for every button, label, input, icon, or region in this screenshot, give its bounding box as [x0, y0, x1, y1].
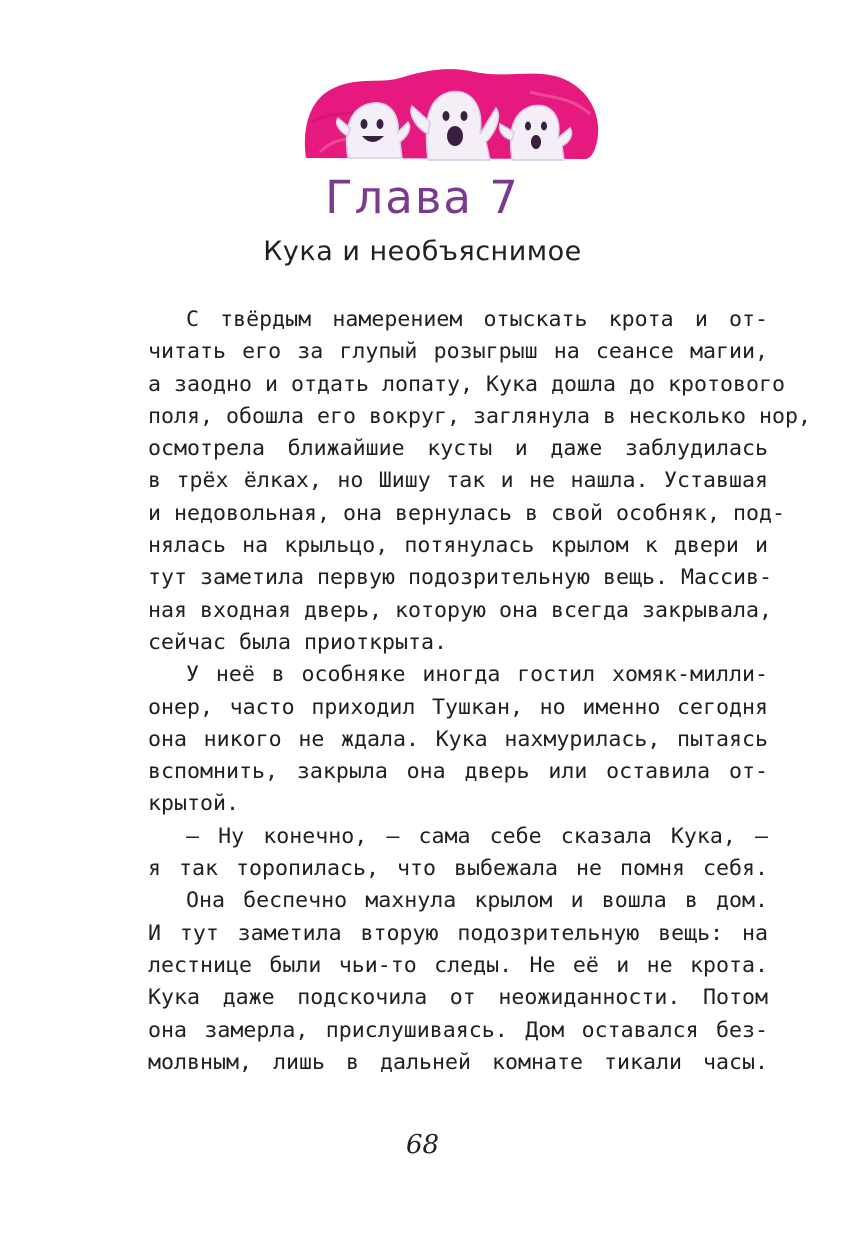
text-line: поля, обошла его вокруг, заглянула в несколько нор,: [148, 403, 812, 429]
text-line: Она беспечно махнула крылом и вошла в дом.: [186, 888, 768, 914]
body-text: [148, 304, 812, 1079]
chapter-subtitle: Кука и необъяснимое: [263, 236, 582, 267]
text-line: вспомнить, закрыла она дверь или оставила от-: [148, 759, 768, 785]
text-line: лестнице были чьи-то следы. Не её и не крота.: [148, 952, 768, 978]
text-line: нялась на крыльцо, потянулась крылом к двери и: [148, 533, 768, 559]
text-line: и недовольная, она вернулась в свой особняк, под-: [148, 500, 786, 526]
text-line: онер, часто приходил Тушкан, но именно сегодня: [148, 694, 768, 720]
text-line: в трёх ёлках, но Шишу так и не нашла. Уставшая: [148, 468, 768, 494]
text-line: читать его за глупый розыгрыш на сеансе магии,: [148, 339, 768, 365]
text-line: осмотрела ближайшие кусты и даже заблудилась: [148, 436, 768, 462]
text-line: а заодно и отдать лопату, Кука дошла до кротового: [148, 371, 786, 397]
chapter-title: Глава 7: [325, 171, 520, 224]
text-line: Кука даже подскочила от неожиданности. Потом: [148, 985, 768, 1011]
text-line: И тут заметила вторую подозрительную вещь: на: [148, 920, 768, 946]
text-line: У неё в особняке иногда гостил хомяк-милли-: [186, 662, 768, 688]
text-line: тут заметила первую подозрительную вещь. Массив-: [148, 565, 773, 591]
text-line: крытой.: [148, 791, 240, 817]
text-line: ная входная дверь, которую она всегда закрывала,: [148, 597, 773, 623]
text-line: — Ну конечно, — сама себе сказала Кука, —: [186, 823, 768, 849]
text-line: она никого не ждала. Кука нахмурилась, пытаясь: [148, 726, 768, 752]
text-line: молвным, лишь в дальней комнате тикали часы.: [148, 1049, 768, 1075]
text-line: С твёрдым намерением отыскать крота и от-: [186, 307, 768, 332]
ghosts-banner-icon: [300, 62, 602, 164]
text-line: она замерла, прислушиваясь. Дом оставался без-: [148, 1017, 768, 1043]
text-line: я так торопилась, что выбежала не помня себя.: [148, 856, 768, 882]
page-number: 68: [405, 1130, 440, 1160]
text-line: сейчас была приоткрыта.: [148, 629, 448, 655]
